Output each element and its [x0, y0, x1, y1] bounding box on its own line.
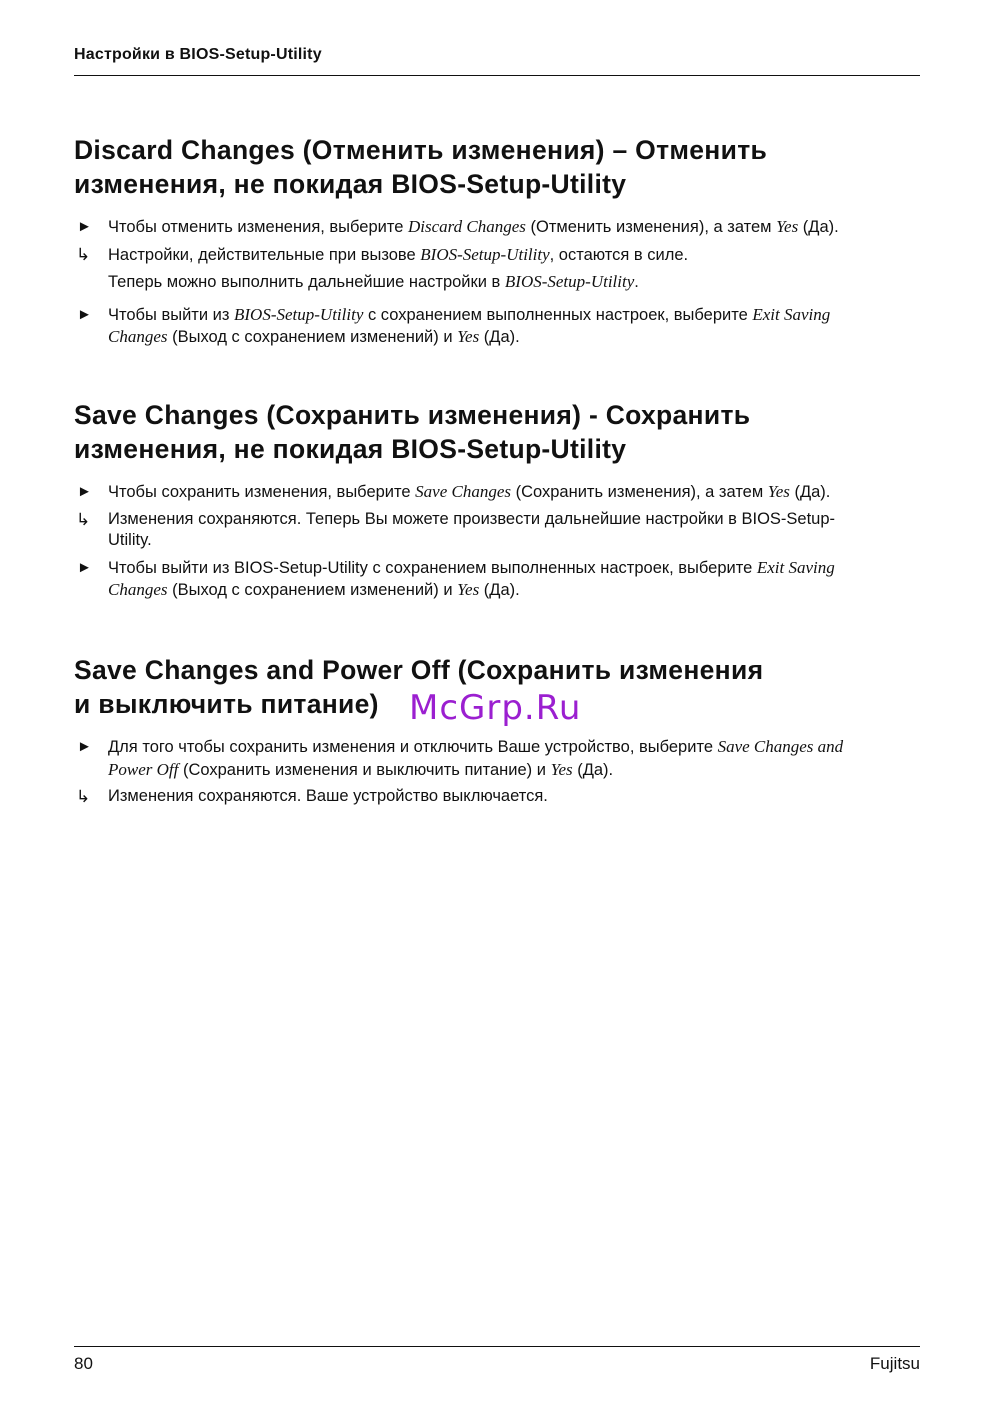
item-text: Теперь можно выполнить дальнейшие настройки в	[108, 273, 505, 291]
list-item	[74, 557, 874, 602]
menu-term: BIOS-Setup-Utility	[420, 244, 550, 264]
heading-line-2: изменения, не покидая BIOS-Setup-Utility	[74, 169, 627, 199]
menu-term: Yes	[457, 327, 480, 346]
heading-line-1: Discard Changes (Отменить изменения) – Отменить	[74, 135, 768, 165]
menu-term: Yes	[776, 217, 799, 236]
menu-term: Save Changes	[415, 482, 511, 501]
menu-term: Yes	[767, 482, 790, 501]
item-text: (Отменить изменения), а затем	[525, 218, 777, 236]
triangle-bullet-icon: ►	[77, 218, 92, 235]
list-item-result	[74, 244, 874, 267]
item-text: Изменения сохраняются. Ваше устройство выключается.	[108, 787, 548, 805]
item-text: (Сохранить изменения и выключить питание) и	[178, 760, 551, 779]
result-arrow-icon: ↳	[76, 787, 91, 806]
menu-term: Discard Changes	[408, 217, 526, 236]
section-heading	[74, 398, 874, 466]
result-arrow-icon: ↳	[76, 244, 91, 264]
item-text: Чтобы выйти из	[108, 305, 235, 324]
item-text: Чтобы сохранить изменения, выберите	[108, 483, 416, 501]
item-text: Изменения сохраняются. Теперь Вы можете произвести дальнейшие настройки в BIOS-Setup-Utility.	[108, 509, 836, 549]
menu-term: BIOS-Setup-Utility	[234, 304, 364, 324]
item-text: (Сохранить изменения), а затем	[511, 483, 768, 501]
item-text: (Да).	[479, 581, 520, 599]
menu-term: Exit Saving Changes	[108, 557, 835, 599]
item-text: Для того чтобы сохранить изменения и отключить Ваше устройство, выберите	[108, 738, 718, 756]
menu-term: Exit Saving Changes	[108, 304, 831, 346]
item-text: .	[634, 273, 639, 291]
menu-term: BIOS-Setup-Utility	[504, 272, 635, 291]
heading-line-2: и выключить питание)	[74, 689, 379, 719]
section-heading	[74, 133, 874, 201]
heading-line-2: изменения, не покидая BIOS-Setup-Utility	[74, 434, 627, 464]
item-text: с сохранением выполненных настроек, выберите	[363, 305, 753, 324]
section-discard-changes	[74, 133, 874, 349]
page-header-title: Настройки в BIOS-Setup-Utility	[74, 46, 322, 63]
section-save-and-power-off	[74, 653, 874, 808]
watermark-text: McGrp.Ru	[409, 688, 582, 728]
header-divider	[74, 75, 920, 76]
menu-term: Save Changes and Power Off	[108, 737, 844, 779]
item-text: (Выход с сохранением изменений) и	[167, 581, 458, 599]
item-text: (Да).	[789, 483, 831, 501]
triangle-bullet-icon: ►	[77, 738, 92, 755]
item-text: (Да).	[798, 218, 839, 236]
heading-line-1: Save Changes and Power Off (Сохранить изменения	[74, 655, 764, 685]
section-save-changes	[74, 398, 874, 602]
item-text: (Да).	[479, 328, 520, 346]
heading-line-1: Save Changes (Сохранить изменения) - Сохранить	[74, 400, 751, 430]
list-item-result	[74, 786, 874, 808]
list-item	[74, 304, 874, 349]
item-text: , остаются в силе.	[549, 245, 689, 264]
page-number: 80	[74, 1354, 93, 1373]
list-item	[74, 481, 874, 504]
item-text: (Выход с сохранением изменений) и	[167, 328, 458, 346]
item-text: (Да).	[572, 760, 614, 779]
triangle-bullet-icon: ►	[77, 483, 92, 500]
item-text: Чтобы выйти из BIOS-Setup-Utility с сохранением выполненных настроек, выберите	[108, 558, 757, 577]
triangle-bullet-icon: ►	[77, 558, 92, 576]
list-item	[74, 216, 874, 239]
list-item	[74, 736, 874, 781]
footer-brand: Fujitsu	[869, 1354, 920, 1373]
item-text: Чтобы отменить изменения, выберите	[108, 218, 409, 236]
triangle-bullet-icon: ►	[77, 305, 92, 323]
list-item-continuation	[74, 271, 874, 294]
result-arrow-icon: ↳	[76, 509, 91, 529]
menu-term: Yes	[457, 580, 480, 599]
footer-divider	[74, 1346, 920, 1347]
item-text: Настройки, действительные при вызове	[108, 245, 421, 264]
list-item-result	[74, 509, 874, 552]
menu-term: Yes	[550, 759, 573, 779]
